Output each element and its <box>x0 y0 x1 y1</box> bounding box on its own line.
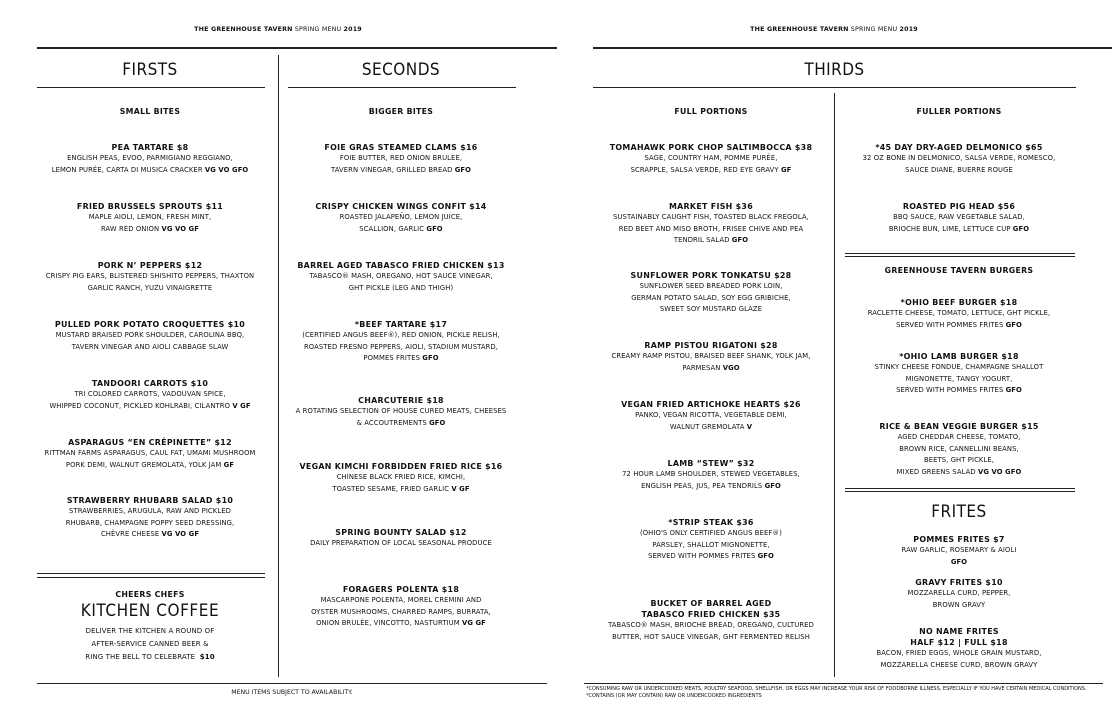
column-divider <box>278 55 279 677</box>
burgers-heading: GREENHOUSE TAVERN BURGERS <box>884 266 1034 275</box>
menu-item: TANDOORI CARROTS $10 TRI COLORED CARROTS, VADOUVAN SPICE, WHIPPED COCONUT, PICKLED KOHLRABI, CILANTRO V GF <box>49 379 251 410</box>
firsts-title-rule <box>37 87 265 88</box>
menu-item: *BEEF TARTARE $17 (CERTIFIED ANGUS BEEF®), RED ONION, PICKLE RELISH, ROASTED FRESNO PEPPERS, AIOLI, STADIUM MUSTARD, POMMES FRITES GFO <box>302 320 500 363</box>
top-rule <box>593 47 1112 49</box>
menu-item: ASPARAGUS “EN CRÉPINETTE” $12 RITTMAN FARMS ASPARAGUS, CAUL FAT, UMAMI MUSHROOM PORK DEMI, WALNUT GREMOLATA, YOLK JAM GF <box>44 438 256 469</box>
menu-item: LAMB “STEW” $32 72 HOUR LAMB SHOULDER, STEWED VEGETABLES, ENGLISH PEAS, JUS, PEA TENDRILS GFO <box>622 459 800 490</box>
menu-item: STRAWBERRY RHUBARB SALAD $10 STRAWBERRIES, ARUGULA, RAW AND PICKLED RHUBARB, CHAMPAGNE POPPY SEED DRESSING, CHÈVRE CHEESE VG VO GF <box>65 496 235 539</box>
menu-item: FOIE GRAS STEAMED CLAMS $16 FOIE BUTTER, RED ONION BRULEE, TAVERN VINEGAR, GRILLED BREAD GFO <box>324 143 478 174</box>
firsts-title: FIRSTS <box>122 60 178 80</box>
menu-item: PEA TARTARE $8 ENGLISH PEAS, EVOO, PARMIGIANO REGGIANO, LEMON PURÉE, CARTA DI MUSICA CRACKER VG VO GFO <box>51 143 249 174</box>
kitchen-coffee-desc: DELIVER THE KITCHEN A ROUND OF AFTER-SERVICE CANNED BEER & RING THE BELL TO CELEBRATE $10 <box>85 627 215 661</box>
seconds-title-rule <box>288 87 516 88</box>
burgers-rule-top <box>845 253 1075 254</box>
small-bites-heading: SMALL BITES <box>119 107 181 116</box>
menu-item: *OHIO BEEF BURGER $18 RACLETTE CHEESE, TOMATO, LETTUCE, GHT PICKLE, SERVED WITH POMMES FRITES GFO <box>867 298 1051 329</box>
menu-item: *OHIO LAMB BURGER $18 STINKY CHEESE FONDUE, CHAMPAGNE SHALLOT MIGNONETTE, TANGY YOGURT, SERVED WITH POMMES FRITES GFO <box>874 352 1044 395</box>
menu-item: CRISPY CHICKEN WINGS CONFIT $14 ROASTED JALAPEÑO, LEMON JUICE, SCALLION, GARLIC GFO <box>315 202 487 233</box>
frites-rule-top <box>845 488 1075 489</box>
menu-item: CHARCUTERIE $18 A ROTATING SELECTION OF HOUSE CURED MEATS, CHEESES & ACCOUTREMENTS GFO <box>295 396 507 427</box>
kitchen-coffee-title: KITCHEN COFFEE <box>80 601 220 621</box>
menu-item: POMMES FRITES $7 RAW GARLIC, ROSEMARY & AIOLI GFO <box>901 535 1017 566</box>
frites-title: FRITES <box>931 502 987 522</box>
menu-item: VEGAN FRIED ARTICHOKE HEARTS $26 PANKO, VEGAN RICOTTA, VEGETABLE DEMI, WALNUT GREMOLATA V <box>621 400 801 431</box>
menu-item: FRIED BRUSSELS SPROUTS $11 MAPLE AIOLI, LEMON, FRESH MINT, RAW RED ONION VG VO GF <box>76 202 224 233</box>
menu-item: RAMP PISTOU RIGATONI $28 CREAMY RAMP PISTOU, BRAISED BEEF SHANK, YOLK JAM, PARMESAN VGO <box>611 341 811 372</box>
menu-item: MARKET FISH $36 SUSTAINABLY CAUGHT FISH, TOASTED BLACK FREGOLA, RED BEET AND MISO BROTH, FRISEE CHIVE AND PEA TENDRIL SALAD GFO <box>613 202 809 245</box>
menu-item: *45 DAY DRY-AGED DELMONICO $65 32 OZ BONE IN DELMONICO, SALSA VERDE, ROMESCO, SAUCE DIANE, BUERRE ROUGE <box>862 143 1056 174</box>
running-head: THE GREENHOUSE TAVERN SPRING MENU 2019 <box>194 26 362 33</box>
cheers-rule-bottom <box>37 577 265 578</box>
frites-rule-bottom <box>845 491 1075 492</box>
menu-item: BARREL AGED TABASCO FRIED CHICKEN $13 TABASCO® MASH, OREGANO, HOT SAUCE VINEGAR, GHT PICKLE (LEG AND THIGH) <box>297 261 505 292</box>
menu-item: SUNFLOWER PORK TONKATSU $28 SUNFLOWER SEED BREADED PORK LOIN, GERMAN POTATO SALAD, SOY EGG GRIBICHE, SWEET SOY MUSTARD GLAZE <box>630 271 792 314</box>
thirds-title-rule <box>593 87 1076 88</box>
bottom-rule <box>584 683 1103 684</box>
seconds-title: SECONDS <box>361 60 441 80</box>
menu-item: GRAVY FRITES $10 MOZZARELLA CURD, PEPPER, BROWN GRAVY <box>907 578 1011 609</box>
menu-item: PULLED PORK POTATO CROQUETTES $10 MUSTARD BRAISED PORK SHOULDER, CAROLINA BBQ, TAVERN VINEGAR AND AIOLI CABBAGE SLAW <box>54 320 246 351</box>
fuller-portions-heading: FULLER PORTIONS <box>916 107 1002 116</box>
menu-item: TOMAHAWK PORK CHOP SALTIMBOCCA $38 SAGE, COUNTRY HAM, POMME PURÉE, SCRAPPLE, SALSA VERDE, RED EYE GRAVY GF <box>609 143 813 174</box>
menu-item: FORAGERS POLENTA $18 MASCARPONE POLENTA, MOREL CREMINI AND OYSTER MUSHROOMS, CHARRED RAMPS, BURRATA, ONION BRULÉE, VINCOTTO, NASTURTIUM VG GF <box>311 585 491 628</box>
top-rule <box>37 47 557 49</box>
running-head: THE GREENHOUSE TAVERN SPRING MENU 2019 <box>750 26 918 33</box>
burgers-rule-bottom <box>845 256 1075 257</box>
menu-item: ROASTED PIG HEAD $56 BBQ SAUCE, RAW VEGETABLE SALAD, BRIOCHE BUN, LIME, LETTUCE CUP GFO <box>888 202 1030 233</box>
footnote: *CONSUMING RAW OR UNDERCOOKED MEATS, POULTRY SEAFOOD, SHELLFISH, OR EGGS MAY INCREASE YOUR RISK OF FOODBORNE ILLNESS, ESPECIALLY IF YOU HAVE CERTAIN MEDICAL CONDITIONS. *CONTAINS (OR MAY CONTAIN) RAW OR UNDERCOOKED INGREDIENTS <box>586 686 1087 699</box>
column-divider <box>834 93 835 677</box>
menu-item: BUCKET OF BARREL AGED TABASCO FRIED CHICKEN $35 TABASCO® MASH, BRIOCHE BREAD, OREGANO, CULTURED BUTTER, HOT SAUCE VINEGAR, GHT FERMENTED RELISH <box>608 599 814 641</box>
full-portions-heading: FULL PORTIONS <box>674 107 748 116</box>
menu-item: PORK N’ PEPPERS $12 CRISPY PIG EARS, BLISTERED SHISHITO PEPPERS, THAXTON GARLIC RANCH, YUZU VINAIGRETTE <box>45 261 255 292</box>
menu-item: RICE & BEAN VEGGIE BURGER $15 AGED CHEDDAR CHEESE, TOMATO, BROWN RICE, CANNELLINI BEANS, BEETS, GHT PICKLE, MIXED GREENS SALAD VG VO GFO <box>879 422 1039 476</box>
menu-page-right <box>556 0 1112 720</box>
bigger-bites-heading: BIGGER BITES <box>368 107 434 116</box>
menu-item: *STRIP STEAK $36 (OHIO'S ONLY CERTIFIED ANGUS BEEF®) PARSLEY, SHALLOT MIGNONETTE, SERVED WITH POMMES FRITES GFO <box>639 518 783 561</box>
thirds-title: THIRDS <box>804 60 865 80</box>
menu-item: SPRING BOUNTY SALAD $12 DAILY PREPARATION OF LOCAL SEASONAL PRODUCE <box>310 528 492 547</box>
availability-note: MENU ITEMS SUBJECT TO AVAILABILITY. <box>231 689 353 696</box>
cheers-chefs-label: CHEERS CHEFS <box>115 590 185 599</box>
bottom-rule <box>37 683 547 684</box>
menu-item: VEGAN KIMCHI FORBIDDEN FRIED RICE $16 CHINESE BLACK FRIED RICE, KIMCHI, TOASTED SESAME, FRIED GARLIC V GF <box>299 462 503 493</box>
cheers-rule-top <box>37 573 265 574</box>
menu-item: NO NAME FRITES HALF $12 | FULL $18 BACON, FRIED EGGS, WHOLE GRAIN MUSTARD, MOZZARELLA CHEESE CURD, BROWN GRAVY <box>876 627 1042 669</box>
